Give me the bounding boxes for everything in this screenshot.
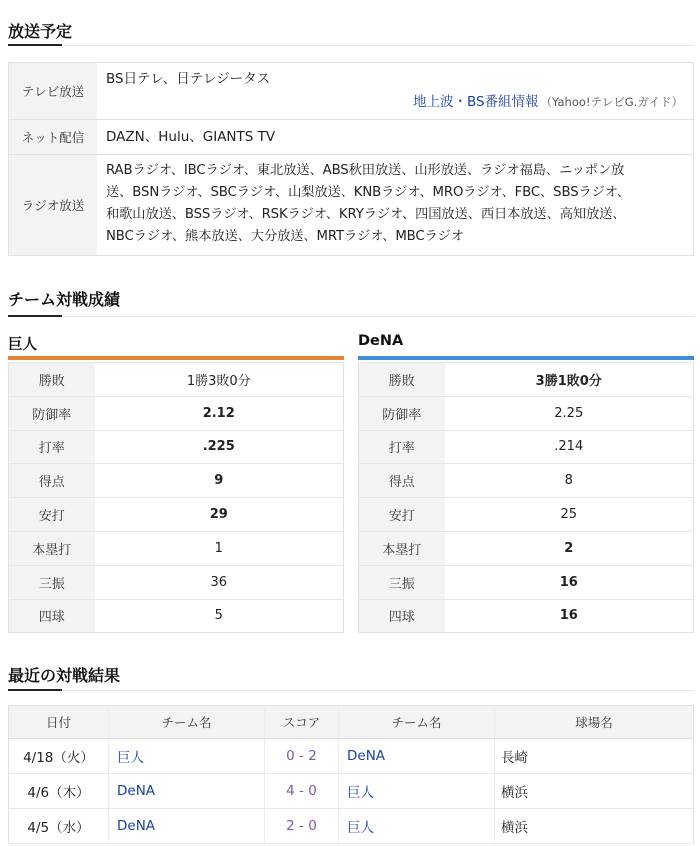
game-team-2-link[interactable]: 巨人 [339,774,495,809]
broadcast-table [8,62,694,256]
right-stat-value: 25 [445,498,694,532]
left-stat-value: 9 [95,464,344,498]
tv-value: BS日テレ、日テレジータス [106,71,271,87]
left-team-color-bar [8,356,344,360]
game-park: 長崎 [495,739,694,774]
stat-row [9,599,344,633]
stat-label: 防御率 [9,396,95,430]
team-stats-title-underline [8,315,62,317]
broadcast-section-title: 放送予定 [8,22,73,41]
stat-row [9,363,344,397]
stat-label: 得点 [9,464,95,498]
right-stat-value: 3勝1敗0分 [445,363,694,397]
game-team-1-link[interactable]: DeNA [109,809,265,844]
stat-row [9,430,344,464]
stat-row [359,531,694,565]
left-stat-value: 1 [95,531,344,565]
game-score-link[interactable]: 0 - 2 [265,739,339,774]
net-label: ネット配信 [9,120,97,154]
stat-label: 本塁打 [9,531,95,565]
right-stat-value: 16 [445,565,694,599]
broadcast-title-underline [8,44,62,46]
result-row [9,774,694,809]
recent-title-underline [8,689,62,691]
stat-label: 安打 [359,498,445,532]
right-stat-value: 2 [445,531,694,565]
net-row [9,120,693,155]
radio-line: 和歌山放送、BSSラジオ、RSKラジオ、KRYラジオ、四国放送、西日本放送、高知放送、 [106,207,626,222]
stat-label: 三振 [359,565,445,599]
result-row [9,809,694,844]
stat-label: 三振 [9,565,95,599]
game-team-1-link[interactable]: DeNA [109,774,265,809]
game-team-1-link[interactable]: 巨人 [109,739,265,774]
stat-row [9,565,344,599]
stat-label: 打率 [9,430,95,464]
tv-row [9,63,693,120]
radio-row [9,155,693,255]
tv-cell [97,63,693,119]
right-team-stats-table [358,362,694,633]
stat-label: 勝敗 [359,363,445,397]
radio-line: NBCラジオ、熊本放送、大分放送、MRTラジオ、MBCラジオ [106,229,464,244]
radio-label: ラジオ放送 [9,155,97,255]
game-park: 横浜 [495,809,694,844]
stat-row [359,464,694,498]
left-team-stats-table [8,362,344,633]
left-team-name: 巨人 [8,337,37,353]
right-stat-value: 2.25 [445,396,694,430]
stat-row [359,599,694,633]
stat-label: 防御率 [359,396,445,430]
left-stat-value: 5 [95,599,344,633]
radio-line: RABラジオ、IBCラジオ、東北放送、ABS秋田放送、山形放送、ラジオ福島、ニッポン放 [106,163,625,178]
header-score: スコア [265,706,339,739]
stat-row [359,363,694,397]
guide-line [106,91,683,113]
stat-row [9,531,344,565]
game-score-link[interactable]: 4 - 0 [265,774,339,809]
stat-row [9,464,344,498]
header-date: 日付 [9,706,109,739]
results-header-row [9,706,694,739]
stat-row [359,396,694,430]
stat-row [359,565,694,599]
right-stat-value: 16 [445,599,694,633]
header-team-2: チーム名 [339,706,495,739]
left-stat-value: .225 [95,430,344,464]
stat-label: 四球 [9,599,95,633]
game-team-2-link[interactable]: 巨人 [339,809,495,844]
left-stat-value: 2.12 [95,396,344,430]
tv-guide-link[interactable]: 地上波・BS番組情報 [412,94,539,110]
stat-label: 得点 [359,464,445,498]
stat-label: 打率 [359,430,445,464]
stat-label: 安打 [9,498,95,532]
radio-line: 送、BSNラジオ、SBCラジオ、山梨放送、KNBラジオ、MROラジオ、FBC、SBSラジオ、 [106,185,630,200]
broadcast-title-rule [8,45,694,46]
game-date: 4/18（火） [9,739,109,774]
header-team-1: チーム名 [109,706,265,739]
recent-results-title: 最近の対戦結果 [8,666,121,685]
left-stat-value: 29 [95,498,344,532]
tv-label: テレビ放送 [9,63,97,119]
left-stat-value: 1勝3敗0分 [95,363,344,397]
recent-title-rule [8,690,694,691]
net-value: DAZN、Hulu、GIANTS TV [106,129,276,145]
team-stats-title: チーム対戦成績 [8,290,121,309]
guide-source: （Yahoo!テレビG.ガイド） [540,95,683,109]
stat-row [9,396,344,430]
game-team-2-link[interactable]: DeNA [339,739,495,774]
result-row [9,739,694,774]
right-team-name: DeNA [358,333,404,349]
stat-label: 四球 [359,599,445,633]
game-park: 横浜 [495,774,694,809]
stat-label: 本塁打 [359,531,445,565]
game-date: 4/5（水） [9,809,109,844]
game-score-link[interactable]: 2 - 0 [265,809,339,844]
stat-row [9,498,344,532]
right-stat-value: .214 [445,430,694,464]
header-park: 球場名 [495,706,694,739]
right-stat-value: 8 [445,464,694,498]
team-stats-title-rule [8,316,694,317]
recent-results-table [8,705,694,844]
right-team-color-bar [358,356,694,360]
game-date: 4/6（木） [9,774,109,809]
radio-cell [97,155,693,255]
left-stat-value: 36 [95,565,344,599]
stat-label: 勝敗 [9,363,95,397]
stat-row [359,430,694,464]
stat-row [359,498,694,532]
